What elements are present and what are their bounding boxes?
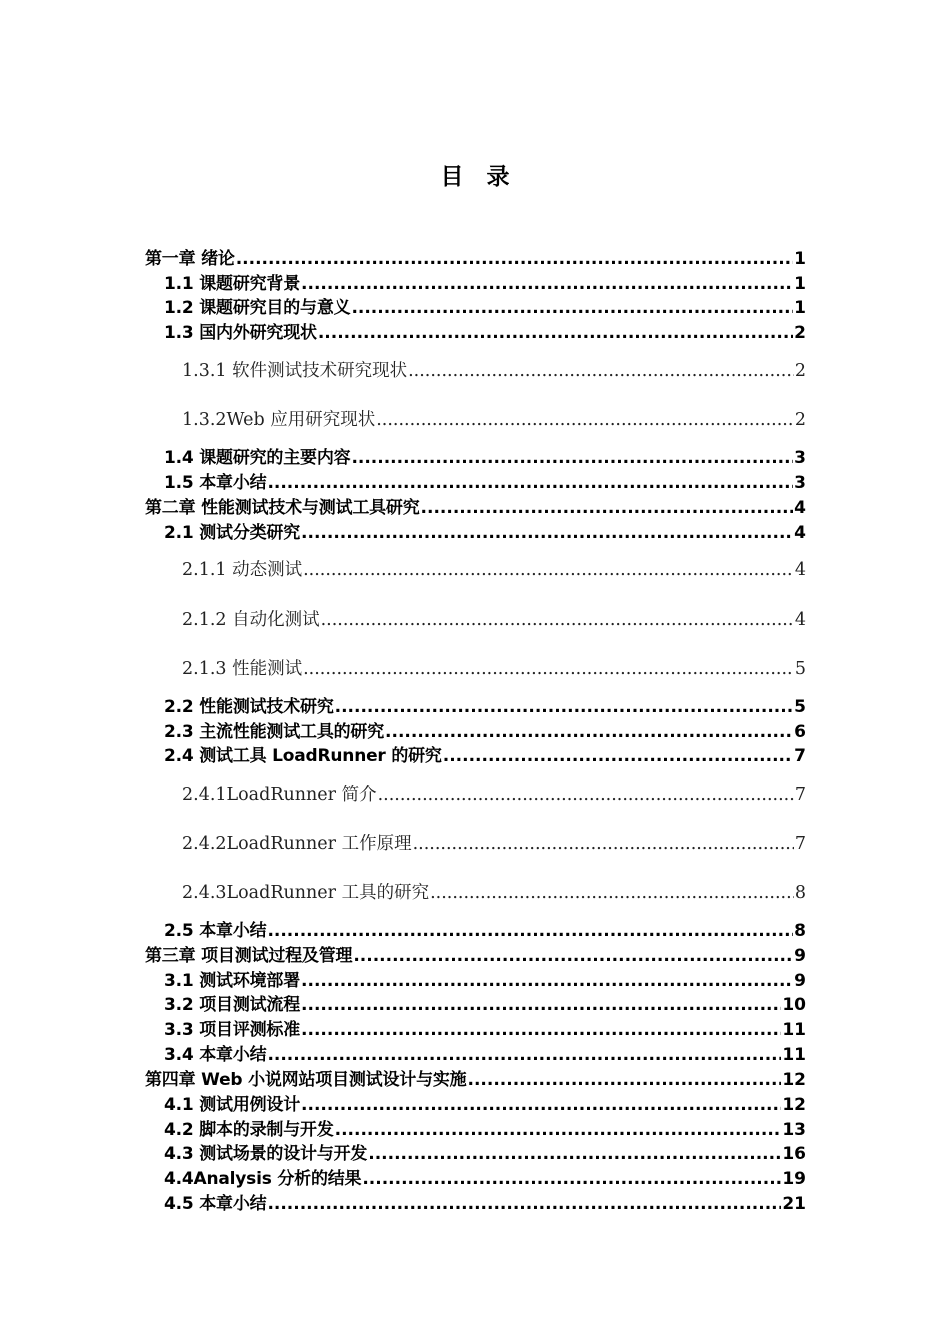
toc-entry-label: 2.1.1 动态测试: [182, 560, 303, 580]
toc-entry-page: 16: [782, 1144, 806, 1164]
toc-section-3-2[interactable]: [164, 997, 806, 1014]
dot-leader: [376, 412, 794, 430]
toc-entry-page: 7: [794, 834, 806, 854]
toc-section-4-3[interactable]: [164, 1146, 806, 1163]
dot-leader: [362, 1171, 781, 1188]
toc-entry-page: 13: [782, 1120, 806, 1140]
toc-entry-page: 8: [794, 883, 806, 903]
toc-entry-label: 3.3 项目评测标准: [164, 1020, 301, 1040]
dot-leader: [318, 325, 793, 342]
toc-subsection-2-1-3[interactable]: [182, 661, 806, 679]
toc-section-4-2[interactable]: [164, 1122, 806, 1139]
toc-entry-page: 7: [794, 746, 806, 766]
toc-entry-label: 3.2 项目测试流程: [164, 995, 301, 1015]
dot-leader: [351, 300, 793, 317]
toc-section-1-3[interactable]: [164, 325, 806, 342]
dot-leader: [301, 997, 781, 1014]
page-title: 目 录: [440, 164, 510, 190]
dot-leader: [303, 661, 794, 679]
toc-entry-page: 9: [794, 971, 806, 991]
dot-leader: [368, 1146, 781, 1163]
toc-chapter-1[interactable]: [145, 251, 806, 268]
dot-leader: [301, 525, 793, 542]
dot-leader: [301, 276, 793, 293]
toc-entry-page: 8: [794, 921, 806, 941]
toc-entry-page: 21: [782, 1194, 806, 1214]
toc-entry-page: 2: [794, 323, 806, 343]
dot-leader: [351, 450, 793, 467]
toc-entry-label: 2.4 测试工具 LoadRunner 的研究: [164, 746, 442, 766]
toc-entry-label: 第二章 性能测试技术与测试工具研究: [145, 498, 420, 518]
toc-chapter-4[interactable]: [145, 1072, 806, 1089]
dot-leader: [413, 836, 794, 854]
toc-entry-page: 19: [782, 1169, 806, 1189]
toc-entry-page: 7: [794, 785, 806, 805]
toc-entry-label: 1.3.2Web 应用研究现状: [182, 410, 376, 430]
toc-entry-label: 第三章 项目测试过程及管理: [145, 946, 353, 966]
toc-entry-page: 3: [794, 448, 806, 468]
dot-leader: [353, 948, 793, 965]
toc-subsection-2-4-1[interactable]: [182, 787, 806, 805]
toc-entry-page: 12: [782, 1070, 806, 1090]
toc-entry-page: 1: [794, 274, 806, 294]
toc-entry-page: 1: [794, 249, 806, 269]
toc-chapter-3[interactable]: [145, 948, 806, 965]
toc-section-3-3[interactable]: [164, 1022, 806, 1039]
toc-entry-label: 1.1 课题研究背景: [164, 274, 301, 294]
toc-entry-label: 1.2 课题研究目的与意义: [164, 298, 351, 318]
toc-subsection-2-4-3[interactable]: [182, 885, 806, 903]
toc-chapter-2[interactable]: [145, 500, 806, 517]
toc-section-4-5[interactable]: [164, 1196, 806, 1213]
dot-leader: [301, 1022, 781, 1039]
toc-subsection-1-3-2[interactable]: [182, 412, 806, 430]
toc-entry-page: 4: [794, 523, 806, 543]
toc-section-3-4[interactable]: [164, 1047, 806, 1064]
dot-leader: [303, 562, 794, 580]
toc-section-1-4[interactable]: [164, 450, 806, 467]
toc-entry-label: 第一章 绪论: [145, 249, 235, 269]
dot-leader: [378, 787, 794, 805]
dot-leader: [267, 923, 793, 940]
toc-entry-page: 11: [782, 1020, 806, 1040]
toc-entry-page: 11: [782, 1045, 806, 1065]
toc-entry-label: 1.5 本章小结: [164, 473, 267, 493]
dot-leader: [267, 475, 793, 492]
toc-entry-page: 9: [794, 946, 806, 966]
toc-entry-label: 2.1.2 自动化测试: [182, 610, 320, 630]
toc-entry-label: 第四章 Web 小说网站项目测试设计与实施: [145, 1070, 467, 1090]
toc-section-1-1[interactable]: [164, 276, 806, 293]
dot-leader: [385, 724, 793, 741]
toc-entry-page: 2: [794, 410, 806, 430]
toc-section-4-4[interactable]: [164, 1171, 806, 1188]
dot-leader: [267, 1196, 781, 1213]
toc-section-1-2[interactable]: [164, 300, 806, 317]
toc-entry-label: 2.5 本章小结: [164, 921, 267, 941]
dot-leader: [443, 748, 793, 765]
dot-leader: [467, 1072, 781, 1089]
toc-entry-label: 1.3.1 软件测试技术研究现状: [182, 361, 408, 381]
toc-subsection-2-4-2[interactable]: [182, 836, 806, 854]
toc-entry-page: 4: [794, 560, 806, 580]
toc-entry-label: 4.5 本章小结: [164, 1194, 267, 1214]
dot-leader: [408, 363, 794, 381]
toc-entry-label: 4.3 测试场景的设计与开发: [164, 1144, 368, 1164]
toc-section-2-3[interactable]: [164, 724, 806, 741]
toc-entry-page: 2: [794, 361, 806, 381]
toc-entry-page: 5: [794, 697, 806, 717]
toc-subsection-1-3-1[interactable]: [182, 363, 806, 381]
toc-entry-label: 2.4.1LoadRunner 简介: [182, 785, 377, 805]
toc-entry-label: 1.3 国内外研究现状: [164, 323, 317, 343]
toc-entry-page: 6: [794, 722, 806, 742]
toc-section-4-1[interactable]: [164, 1097, 806, 1114]
toc-section-1-5[interactable]: [164, 475, 806, 492]
dot-leader: [321, 612, 794, 630]
dot-leader: [430, 885, 794, 903]
toc-entry-label: 1.4 课题研究的主要内容: [164, 448, 351, 468]
toc-entry-label: 2.3 主流性能测试工具的研究: [164, 722, 385, 742]
toc-subsection-2-1-1[interactable]: [182, 562, 806, 580]
toc-section-2-5[interactable]: [164, 923, 806, 940]
toc-section-2-2[interactable]: [164, 699, 806, 716]
toc-entry-label: 2.4.3LoadRunner 工具的研究: [182, 883, 430, 903]
dot-leader: [301, 973, 793, 990]
toc-entry-page: 5: [794, 659, 806, 679]
toc-section-3-1[interactable]: [164, 973, 806, 990]
toc-entry-page: 10: [782, 995, 806, 1015]
toc-entry-label: 4.4Analysis 分析的结果: [164, 1169, 362, 1189]
toc-entry-page: 3: [794, 473, 806, 493]
toc-entry-label: 4.1 测试用例设计: [164, 1095, 301, 1115]
toc-section-2-1[interactable]: [164, 525, 806, 542]
dot-leader: [335, 1122, 782, 1139]
toc-entry-label: 2.2 性能测试技术研究: [164, 697, 334, 717]
toc-entry-page: 12: [782, 1095, 806, 1115]
toc-entry-page: 1: [794, 298, 806, 318]
toc-entry-label: 3.1 测试环境部署: [164, 971, 301, 991]
toc-section-2-4[interactable]: [164, 748, 806, 765]
toc-entry-label: 3.4 本章小结: [164, 1045, 267, 1065]
dot-leader: [267, 1047, 781, 1064]
toc-subsection-2-1-2[interactable]: [182, 612, 806, 630]
dot-leader: [236, 251, 793, 268]
toc-entry-label: 4.2 脚本的录制与开发: [164, 1120, 334, 1140]
toc-entry-page: 4: [794, 610, 806, 630]
dot-leader: [301, 1097, 781, 1114]
toc-entry-label: 2.1.3 性能测试: [182, 659, 303, 679]
dot-leader: [421, 500, 794, 517]
toc-entry-page: 4: [794, 498, 806, 518]
toc-entry-label: 2.1 测试分类研究: [164, 523, 301, 543]
toc-entry-label: 2.4.2LoadRunner 工作原理: [182, 834, 412, 854]
dot-leader: [335, 699, 794, 716]
